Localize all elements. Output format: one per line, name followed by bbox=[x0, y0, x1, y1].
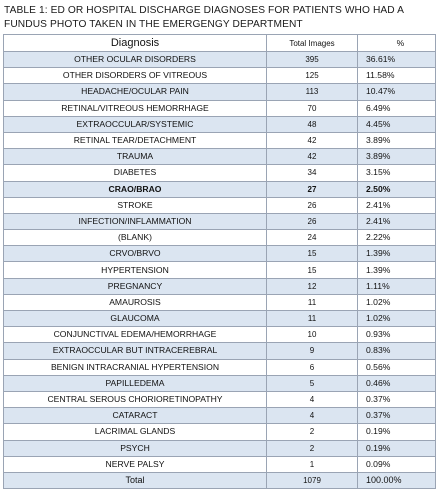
table-row bbox=[4, 311, 436, 327]
cell-percent: 4.45% bbox=[358, 116, 436, 132]
table-body bbox=[4, 52, 436, 489]
table-row bbox=[4, 197, 436, 213]
table-row bbox=[4, 424, 436, 440]
cell-diagnosis: CRAO/BRAO bbox=[4, 181, 267, 197]
cell-percent: 2.41% bbox=[358, 197, 436, 213]
cell-percent: 0.56% bbox=[358, 359, 436, 375]
cell-percent: 0.46% bbox=[358, 375, 436, 391]
cell-percent: 0.37% bbox=[358, 391, 436, 407]
cell-diagnosis: BENIGN INTRACRANIAL HYPERTENSION bbox=[4, 359, 267, 375]
table-row bbox=[4, 149, 436, 165]
cell-diagnosis: PAPILLEDEMA bbox=[4, 375, 267, 391]
cell-total-images: 6 bbox=[267, 359, 358, 375]
cell-total-images: 34 bbox=[267, 165, 358, 181]
cell-diagnosis: PREGNANCY bbox=[4, 278, 267, 294]
cell-percent: 1.11% bbox=[358, 278, 436, 294]
total-percent: 100.00% bbox=[358, 472, 436, 488]
cell-total-images: 26 bbox=[267, 213, 358, 229]
table-row bbox=[4, 52, 436, 68]
cell-diagnosis: HEADACHE/OCULAR PAIN bbox=[4, 84, 267, 100]
cell-total-images: 15 bbox=[267, 246, 358, 262]
table-row bbox=[4, 327, 436, 343]
cell-total-images: 10 bbox=[267, 327, 358, 343]
table-row bbox=[4, 132, 436, 148]
table-row bbox=[4, 262, 436, 278]
cell-percent: 1.39% bbox=[358, 246, 436, 262]
cell-diagnosis: DIABETES bbox=[4, 165, 267, 181]
header-total-images: Total Images bbox=[267, 35, 358, 52]
table-row bbox=[4, 181, 436, 197]
table-row bbox=[4, 294, 436, 310]
cell-total-images: 15 bbox=[267, 262, 358, 278]
diagnoses-table bbox=[3, 34, 436, 489]
cell-diagnosis: EXTRAOCCULAR/SYSTEMIC bbox=[4, 116, 267, 132]
cell-total-images: 125 bbox=[267, 68, 358, 84]
table-row bbox=[4, 68, 436, 84]
cell-total-images: 24 bbox=[267, 230, 358, 246]
table-row bbox=[4, 246, 436, 262]
cell-total-images: 1 bbox=[267, 456, 358, 472]
table-row bbox=[4, 165, 436, 181]
cell-diagnosis: NERVE PALSY bbox=[4, 456, 267, 472]
header-percent: % bbox=[358, 35, 436, 52]
cell-diagnosis: INFECTION/INFLAMMATION bbox=[4, 213, 267, 229]
cell-percent: 0.37% bbox=[358, 408, 436, 424]
table-row bbox=[4, 116, 436, 132]
cell-total-images: 27 bbox=[267, 181, 358, 197]
cell-total-images: 9 bbox=[267, 343, 358, 359]
cell-total-images: 4 bbox=[267, 408, 358, 424]
cell-percent: 2.41% bbox=[358, 213, 436, 229]
cell-percent: 1.02% bbox=[358, 294, 436, 310]
table-row bbox=[4, 456, 436, 472]
table-row bbox=[4, 213, 436, 229]
cell-diagnosis: PSYCH bbox=[4, 440, 267, 456]
cell-total-images: 113 bbox=[267, 84, 358, 100]
header-diagnosis: Diagnosis bbox=[4, 35, 267, 52]
table-row bbox=[4, 278, 436, 294]
cell-diagnosis: CENTRAL SEROUS CHORIORETINOPATHY bbox=[4, 391, 267, 407]
cell-diagnosis: OTHER DISORDERS OF VITREOUS bbox=[4, 68, 267, 84]
cell-diagnosis: OTHER OCULAR DISORDERS bbox=[4, 52, 267, 68]
total-count: 1079 bbox=[267, 472, 358, 488]
cell-total-images: 26 bbox=[267, 197, 358, 213]
table-row bbox=[4, 408, 436, 424]
cell-diagnosis: LACRIMAL GLANDS bbox=[4, 424, 267, 440]
cell-total-images: 395 bbox=[267, 52, 358, 68]
table-row bbox=[4, 391, 436, 407]
cell-total-images: 11 bbox=[267, 294, 358, 310]
cell-total-images: 11 bbox=[267, 311, 358, 327]
cell-total-images: 42 bbox=[267, 149, 358, 165]
cell-diagnosis: CONJUNCTIVAL EDEMA/HEMORRHAGE bbox=[4, 327, 267, 343]
cell-total-images: 2 bbox=[267, 424, 358, 440]
cell-diagnosis: RETINAL TEAR/DETACHMENT bbox=[4, 132, 267, 148]
cell-total-images: 5 bbox=[267, 375, 358, 391]
cell-diagnosis: GLAUCOMA bbox=[4, 311, 267, 327]
cell-diagnosis: AMAUROSIS bbox=[4, 294, 267, 310]
cell-percent: 0.19% bbox=[358, 440, 436, 456]
table-row bbox=[4, 100, 436, 116]
cell-diagnosis: STROKE bbox=[4, 197, 267, 213]
cell-total-images: 48 bbox=[267, 116, 358, 132]
cell-diagnosis: TRAUMA bbox=[4, 149, 267, 165]
cell-percent: 0.19% bbox=[358, 424, 436, 440]
table-row bbox=[4, 84, 436, 100]
header-row bbox=[4, 35, 436, 52]
cell-percent: 1.39% bbox=[358, 262, 436, 278]
cell-percent: 36.61% bbox=[358, 52, 436, 68]
table-row bbox=[4, 440, 436, 456]
cell-percent: 11.58% bbox=[358, 68, 436, 84]
cell-percent: 2.22% bbox=[358, 230, 436, 246]
cell-diagnosis: CATARACT bbox=[4, 408, 267, 424]
cell-diagnosis: CRVO/BRVO bbox=[4, 246, 267, 262]
table-row bbox=[4, 375, 436, 391]
cell-total-images: 4 bbox=[267, 391, 358, 407]
table-caption: TABLE 1: ED OR HOSPITAL DISCHARGE DIAGNOSES FOR PATIENTS WHO HAD A FUNDUS PHOTO TAKEN IN THE EMERGENGY DEPARTMENT bbox=[4, 5, 404, 30]
cell-percent: 3.89% bbox=[358, 132, 436, 148]
total-label: Total bbox=[4, 472, 267, 488]
cell-percent: 1.02% bbox=[358, 311, 436, 327]
cell-total-images: 12 bbox=[267, 278, 358, 294]
cell-total-images: 2 bbox=[267, 440, 358, 456]
cell-percent: 6.49% bbox=[358, 100, 436, 116]
cell-diagnosis: HYPERTENSION bbox=[4, 262, 267, 278]
cell-diagnosis: EXTRAOCCULAR BUT INTRACEREBRAL bbox=[4, 343, 267, 359]
cell-percent: 10.47% bbox=[358, 84, 436, 100]
cell-diagnosis: RETINAL/VITREOUS HEMORRHAGE bbox=[4, 100, 267, 116]
cell-percent: 3.15% bbox=[358, 165, 436, 181]
cell-percent: 0.09% bbox=[358, 456, 436, 472]
cell-percent: 0.83% bbox=[358, 343, 436, 359]
cell-total-images: 42 bbox=[267, 132, 358, 148]
total-row bbox=[4, 472, 436, 488]
cell-percent: 3.89% bbox=[358, 149, 436, 165]
cell-percent: 2.50% bbox=[358, 181, 436, 197]
table-row bbox=[4, 230, 436, 246]
cell-total-images: 70 bbox=[267, 100, 358, 116]
cell-diagnosis: (BLANK) bbox=[4, 230, 267, 246]
cell-percent: 0.93% bbox=[358, 327, 436, 343]
table-row bbox=[4, 359, 436, 375]
table-row bbox=[4, 343, 436, 359]
